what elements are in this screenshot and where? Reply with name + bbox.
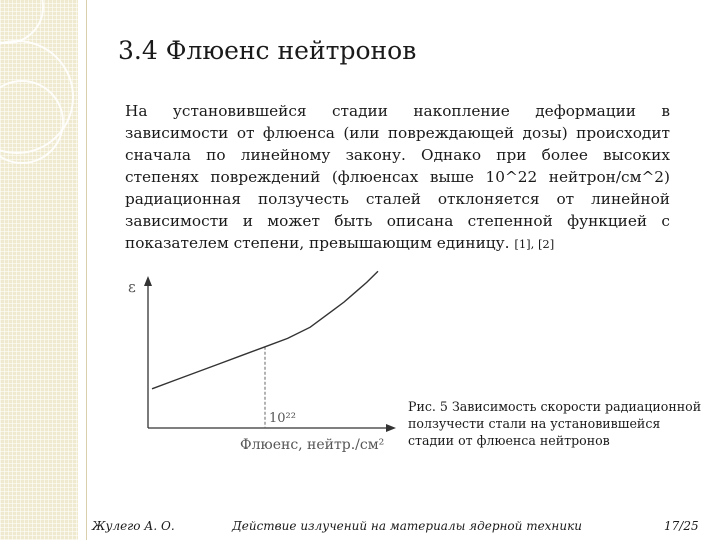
page-number: 17/25 [664,519,699,533]
footer-title: Действие излучений на материалы ядерной техники [232,519,582,533]
slide-title: 3.4 Флюенс нейтронов [118,36,417,65]
y-axis-label: ε [128,278,136,296]
series-line [152,271,378,389]
reference-list: [1], [2] [514,237,555,251]
footer-author: Жулего А. О. [92,519,175,533]
sidebar-divider [86,0,87,540]
x-axis-arrow [386,424,396,432]
decorative-sidebar [0,0,78,540]
figure-caption: Рис. 5 Зависимость скорости радиационной ползучести стали на установившейся стадии от флюенса нейтронов [408,399,702,448]
y-axis-arrow [144,276,152,286]
body-text: На установившейся стадии накопление деформации в зависимости от флюенса (или повреждающей дозы) происходит сначала по линейному закону. Однако при более высоких степенях повреждений (флюенсах выше 10^22 нейтрон/см^2) радиационная ползучесть сталей отклоняется от линейной зависимости и может быть описана степенной функцией с показателем степени, превышающим единицу. [125,102,670,252]
decorative-circle [0,0,44,44]
marker-label: 10²² [269,411,296,426]
creep-chart [110,268,410,458]
x-axis-label: Флюенс, нейтр./см² [240,437,385,453]
body-paragraph [125,100,670,255]
